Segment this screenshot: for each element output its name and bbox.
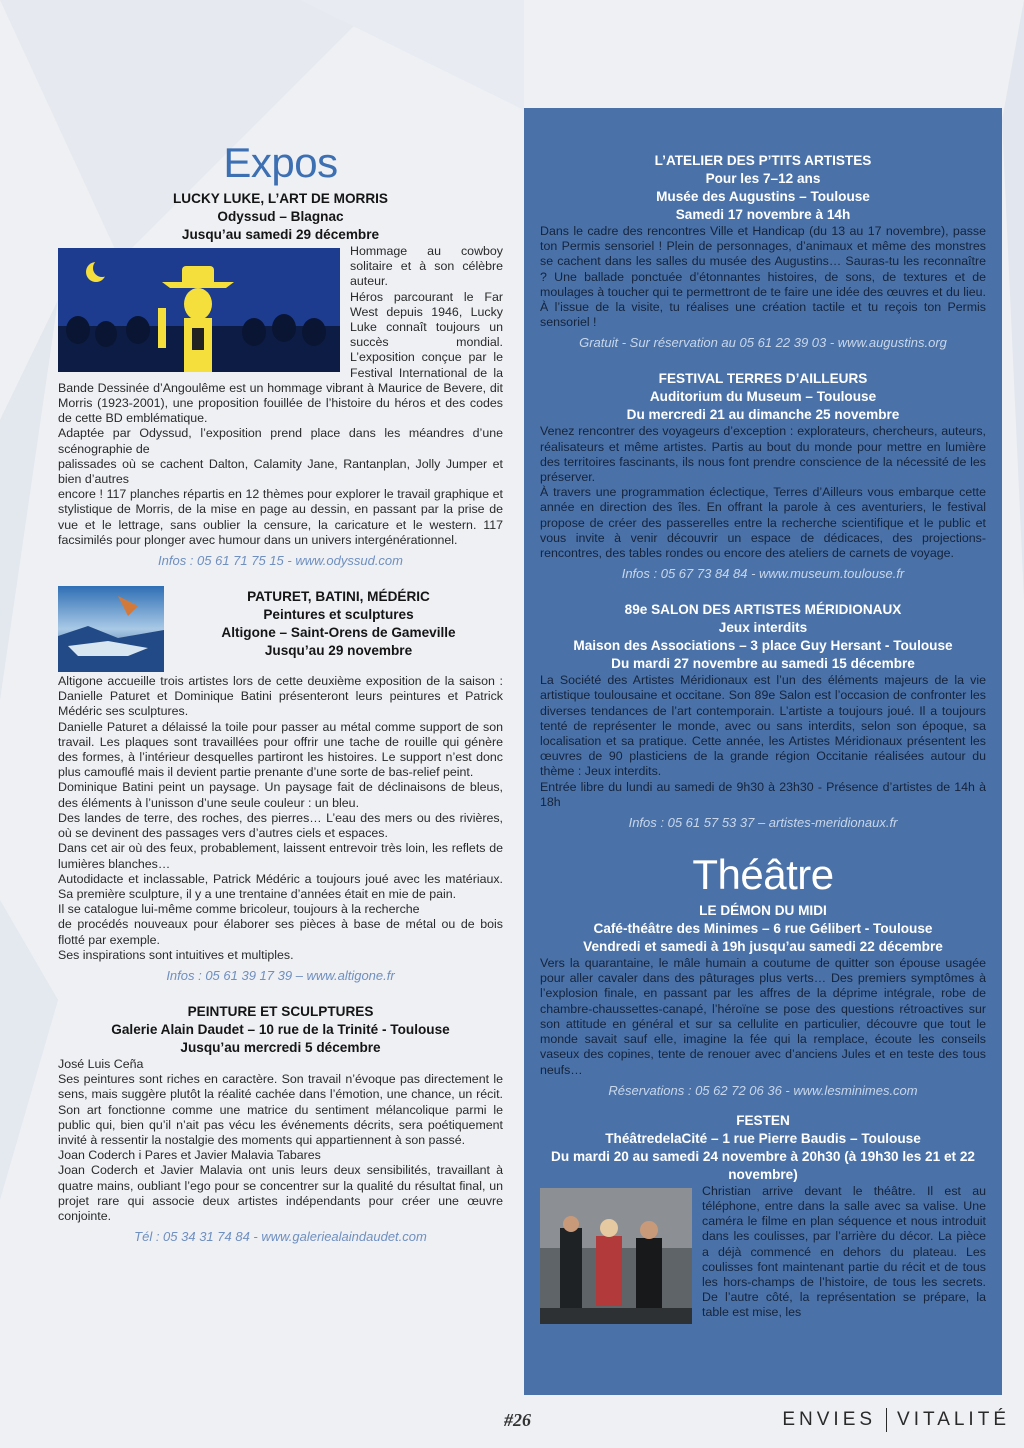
article-paragraph: José Luis Ceña	[58, 1056, 144, 1071]
festen-article	[540, 1112, 986, 1321]
info-line: Réservations : 05 62 72 06 36 - www.lesminimes.com	[608, 1082, 918, 1098]
article-paragraph: Christian arrive devant le théâtre. Il est au téléphone, entre dans la salle avec sa valise. Une caméra le filme en plan séquence et nous introduit dans les coulisses, par l’arrière du décor. La pièce a déjà commencé en dehors du plateau. Les coulisses font maintenant partie du récit et de tous les hors-champs de l’histoire, de tous les secrets. De l’autre côté, la représentation se prépare, la table est mise, les	[702, 1183, 986, 1320]
article-date: Jusqu’au mercredi 5 décembre	[180, 1039, 381, 1055]
article-date: Du mardi 27 novembre au samedi 15 décembre	[611, 656, 915, 672]
article-title: PATURET, BATINI, MÉDÉRIC	[247, 589, 430, 605]
article-paragraph: Il se catalogue lui-même comme bricoleur, toujours à la recherche	[58, 902, 420, 917]
theatre-section-title: Théâtre	[692, 851, 834, 899]
article-venue: Maison des Associations – 3 place Guy Hersant - Toulouse	[573, 638, 953, 654]
paturet-article	[58, 588, 503, 985]
brand-separator	[886, 1408, 887, 1432]
article-date: Jusqu’au 29 novembre	[264, 643, 413, 659]
article-title: FESTIVAL TERRES D’AILLEURS	[658, 371, 868, 387]
lucky-luke-image	[58, 248, 340, 372]
info-line: Infos : 05 67 73 84 84 - www.museum.toulouse.fr	[621, 566, 905, 582]
info-line: Infos : 05 61 39 17 39 – www.altigone.fr	[166, 967, 395, 983]
magazine-brand	[782, 1408, 1010, 1432]
info-line: Infos : 05 61 57 53 37 – artistes-meridionaux.fr	[628, 815, 898, 831]
article-date: Jusqu’au samedi 29 décembre	[181, 227, 380, 242]
festival-article	[540, 370, 986, 583]
article-venue: Auditorium du Museum – Toulouse	[649, 389, 877, 405]
article-paragraph: Altigone accueille trois artistes lors de cette deuxième exposition de la saison : Danielle Paturet et Dominique Batini présenteront leurs peintures et Patrick Médéric ses sculptures.	[58, 674, 503, 719]
article-title: LUCKY LUKE, L’ART DE MORRIS	[173, 191, 388, 206]
article-paragraph: palissades où se cachent Dalton, Calamity Jane, Rantanplan, Jolly Jumper et bien d’autres	[58, 456, 503, 487]
info-line: Tél : 05 34 31 74 84 - www.galeriealaindaudet.com	[134, 1229, 427, 1245]
article-subtitle: Peintures et sculptures	[263, 607, 414, 623]
article-paragraph: encore ! 117 planches répartis en 12 thèmes pour explorer le travail graphique et stylistique de Morris, de la mise en page au dessin, en passant par la prise de vue et le lettrage, sans oublier la censure, la caricature et le western. 117 facsimilés pour plonger avec humour dans un univers intergénérationnel.	[58, 487, 503, 547]
right-column	[540, 152, 986, 1339]
article-venue: Musée des Augustins – Toulouse	[656, 189, 870, 204]
brand-vitalite: VITALITÉ	[897, 1409, 1010, 1431]
article-paragraph: Autodidacte et inclassable, Patrick Médéric a toujours joué avec les matériaux. Sa première sculpture, il y a une trentaine d’années était en mie de pain.	[58, 871, 503, 901]
article-venue: Café-théâtre des Minimes – 6 rue Gélibert - Toulouse	[593, 921, 933, 937]
article-date: Vendredi et samedi à 19h jusqu’au samedi 22 décembre	[583, 939, 943, 955]
expos-section-title: Expos	[223, 139, 338, 186]
salon-article	[540, 601, 986, 832]
article-paragraph: La Société des Artistes Méridionaux est l’un des éléments majeurs de la vie artistique toulousaine et occitane. Son 89e Salon est l’occasion de confronter les diverses tendances de l’art contemporain. L’artiste a toujours joué. Il a toujours tenté de représenter le monde, avec ou sans interdits, selon son époque, sa localisation et sa pratique. Cette année, les Artistes Méridionaux présentent les œuvres de 90 plasticiens de la grande région Occitanie réalisées autour du thème : Jeux interdits.	[540, 673, 986, 779]
demon-article	[540, 902, 986, 1100]
article-paragraph: À travers une programmation éclectique, Terres d’Ailleurs vous embarque cette année en direction des îles. En offrant la parole à ces aventuriers, le festival propose de créer des passerelles entre la recherche scientifique et le public et vous invite à venir découvrir un espace de dédicaces, des projections-rencontres, des tables rondes ou encore des ateliers de carnets de voyage.	[540, 485, 986, 561]
atelier-article	[540, 152, 986, 352]
article-age: Pour les 7–12 ans	[705, 171, 821, 186]
page-number: #26	[504, 1410, 531, 1430]
article-paragraph: Ses peintures sont riches en caractère. Son travail n’évoque pas directement le sens, mais suggère plutôt la réalité cachée dans l’émotion, une chance, un récit. Son art fonctionne comme une matrice du sentiment mélancolique parmi le public qui, bien qu’il n’ait pas vécu les événements décrits, sera poétiquement invité à ressentir la nostalgie des moments qui appartiennent à son passé.	[58, 1072, 503, 1147]
article-paragraph: Héros parcourant le Far West depuis 1946, Lucky Luke connaît toujours un succès mondial. L’exposition conçue par le Festival International de la Bande Dessinée d’Angoulême est un hommage vibrant à Maurice de Bevere, dit Morris (1923-2001), une proposition fouillée de l’histoire du héros et des codes de cette BD emblématique.	[58, 289, 503, 426]
article-paragraph: Vers la quarantaine, le mâle humain a coutume de quitter son épouse usagée pour aller cavaler dans des pâturages plus verts… Des premiers symptômes à l’explosion finale, en passant par les affres de la déprime intégrale, robe de chambre-chaussettes-canapé, l’héroïne se pose des questions rétroactives sur son attitude en général et sur sa cellulite en particulier, découvre que tout le monde savait sauf elle, imagine la fée qui la remplace, écoute les conseils vaseux des copines, tente de renouer avec d’anciens Jules et en teste des tous neufs…	[540, 956, 986, 1077]
article-paragraph: Adaptée par Odyssud, l’exposition prend place dans les méandres d’une scénographie de	[58, 426, 503, 456]
article-subtitle: Jeux interdits	[718, 620, 808, 636]
festen-photo	[540, 1188, 692, 1324]
info-line: Infos : 05 61 71 75 15 - www.odyssud.com	[158, 553, 403, 569]
article-date: Samedi 17 novembre à 14h	[675, 207, 851, 222]
article-paragraph: Ses inspirations sont intuitives et multiples.	[58, 947, 294, 962]
article-paragraph: Dans le cadre des rencontres Ville et Handicap (du 13 au 17 novembre), passe ton Permis sensoriel ! Plein de personnages, d’animaux et même des monstres se cachent dans les salles du musée des Augustins… Sauras-tu les reconnaître ? Une ballade ponctuée d’étonnantes histoires, de sons, de textures et de moulages à toucher qui te permettront de te faire une idée des œuvres et du lieu. À l’issue de la visite, tu réalises une création tactile et tu reçois ton Permis sensoriel !	[540, 224, 986, 330]
article-paragraph: de procédés nouveaux pour élaborer ses pièces à base de métal ou de bois flotté par exemple.	[58, 917, 503, 947]
article-date: Du mardi 20 au samedi 24 novembre à 20h30 (à 19h30 les 21 et 22 novembre)	[551, 1148, 975, 1182]
article-paragraph: Joan Coderch et Javier Malavia ont unis leurs deux sensibilités, travaillant à quatre mains, oubliant l’ego pour se concentrer sur la qualité du résultat final, un projet rare qui associe deux artistes indépendants pour créer une œuvre conjointe.	[58, 1163, 503, 1223]
article-paragraph: Hommage au cowboy solitaire et à son célèbre auteur.	[350, 244, 503, 289]
article-paragraph: Entrée libre du lundi au samedi de 9h30 à 23h30 - Présence d’artistes de 14h à 18h	[540, 779, 986, 809]
article-paragraph: Des landes de terre, des roches, des pierres… L’eau des mers ou des rivières, où se devinent des passages vers d’autres ciels et espaces.	[58, 810, 503, 841]
article-paragraph: Dans cet air où des feux, probablement, laissent entrevoir très loin, les reflets de lumières blanches…	[58, 841, 503, 871]
left-column	[58, 138, 503, 1264]
article-venue: Galerie Alain Daudet – 10 rue de la Trinité - Toulouse	[111, 1021, 450, 1037]
article-venue: Altigone – Saint-Orens de Gameville	[221, 625, 456, 641]
info-line: Gratuit - Sur réservation au 05 61 22 39 03 - www.augustins.org	[579, 335, 947, 351]
article-paragraph: Dominique Batini peint un paysage. Un paysage fait de déclinaisons de bleus, des éléments à l’unisson d’une seule couleur : un bleu.	[58, 780, 503, 810]
article-title: FESTEN	[736, 1112, 790, 1128]
article-venue: ThéâtredelaCité – 1 rue Pierre Baudis – Toulouse	[605, 1130, 921, 1146]
painting-image	[58, 586, 164, 672]
article-title: LE DÉMON DU MIDI	[699, 903, 827, 919]
article-title: L’ATELIER DES P’TITS ARTISTES	[654, 153, 872, 168]
article-venue: Odyssud – Blagnac	[217, 209, 344, 224]
galerie-article	[58, 1003, 503, 1246]
article-title: PEINTURE ET SCULPTURES	[187, 1003, 374, 1019]
article-title: 89e SALON DES ARTISTES MÉRIDIONAUX	[624, 602, 902, 618]
brand-envies: ENVIES	[782, 1409, 877, 1431]
lucky-luke-article	[58, 190, 503, 570]
article-date: Du mercredi 21 au dimanche 25 novembre	[626, 407, 900, 423]
article-paragraph: Venez rencontrer des voyageurs d’exception : explorateurs, chercheurs, auteurs, réalisateurs et même artistes. Partis au bout du monde pour mettre en lumière des territoires fascinants, ils nous font prendre conscience de la nécessité de les préserver.	[540, 424, 986, 485]
article-paragraph: Danielle Paturet a délaissé la toile pour passer au métal comme support de son travail. Les plaques sont travaillées pour offrir une tache de rouille qui génère des formes, à l’intérieur desquelles partiront les histoires. Le support n’est donc plus camouflé mais il devient partie prenante d’une sorte de bas-relief peint.	[58, 719, 503, 780]
article-paragraph: Joan Coderch i Pares et Javier Malavia Tabares	[58, 1148, 321, 1163]
